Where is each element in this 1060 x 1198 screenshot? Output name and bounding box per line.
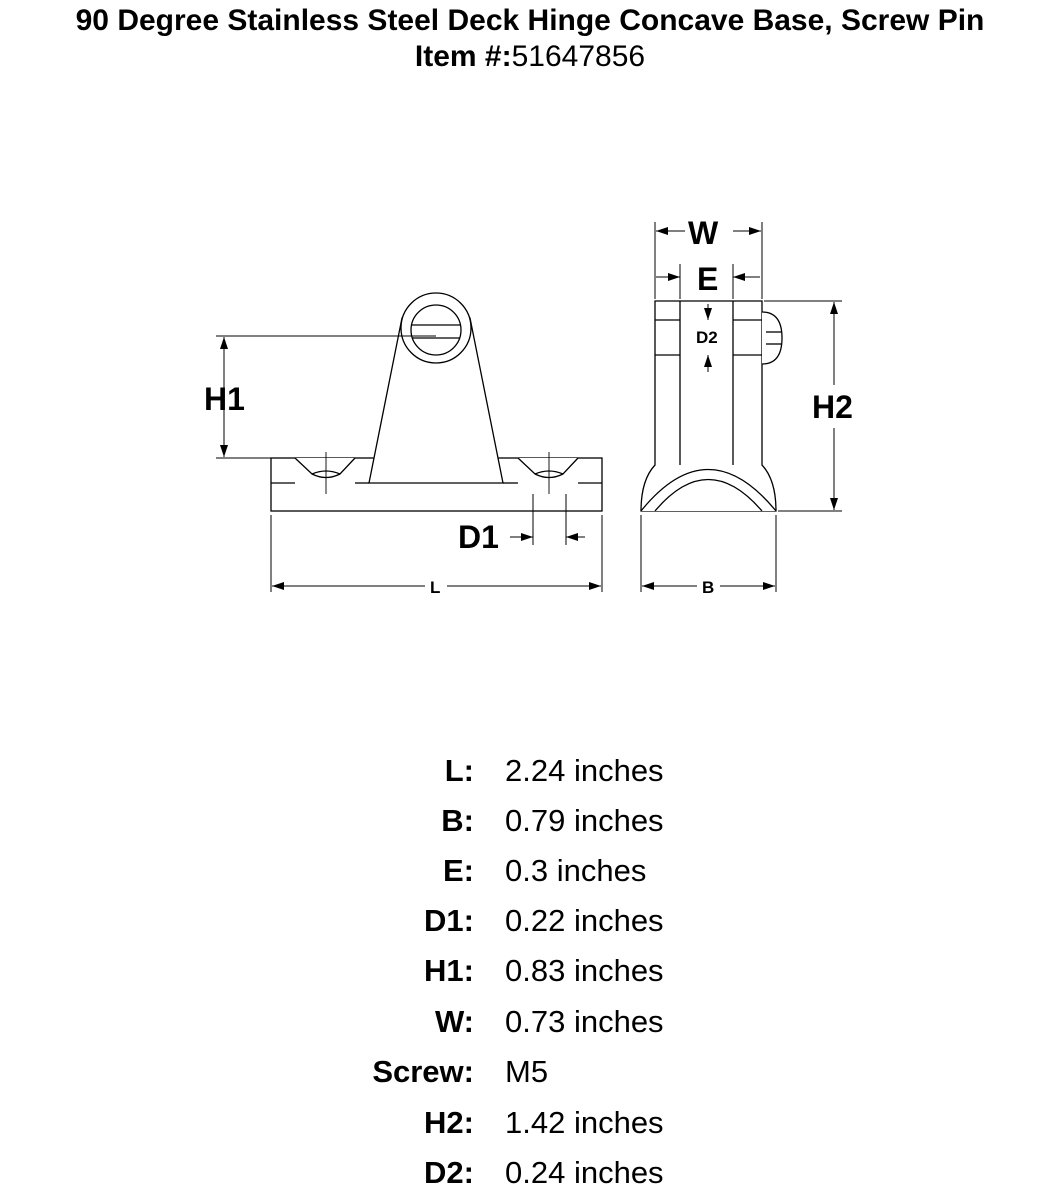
h1-label: H1	[204, 381, 245, 417]
spec-value: 0.22 inches	[505, 903, 664, 938]
spec-value: 0.83 inches	[505, 953, 664, 988]
spec-key: W:	[434, 1004, 474, 1039]
spec-key: D2:	[424, 1155, 474, 1190]
spec-row	[0, 796, 1060, 846]
spec-value: 0.3 inches	[505, 853, 647, 888]
spec-row	[0, 997, 1060, 1047]
item-number-label: Item #:	[414, 40, 512, 73]
d2-label: D2	[696, 328, 718, 347]
product-title: 90 Degree Stainless Steel Deck Hinge Concave Base, Screw Pin	[75, 4, 985, 37]
spec-row	[0, 746, 1060, 796]
spec-value: 2.24 inches	[505, 753, 664, 788]
spec-row	[0, 846, 1060, 896]
d1-label: D1	[458, 519, 499, 555]
l-label: L	[430, 578, 441, 597]
spec-value: 0.24 inches	[505, 1155, 664, 1190]
spec-row	[0, 896, 1060, 946]
spec-key: H2:	[424, 1105, 474, 1140]
spec-key: Screw:	[372, 1054, 474, 1089]
item-number-value: 51647856	[511, 40, 646, 73]
spec-key: E:	[443, 853, 474, 888]
pin-hole	[411, 305, 461, 355]
spec-row	[0, 1047, 1060, 1097]
spec-value: 0.73 inches	[505, 1004, 664, 1039]
b-label: B	[702, 578, 715, 597]
spec-value: 0.79 inches	[505, 803, 664, 838]
front-view	[271, 293, 602, 511]
spec-key: B:	[441, 803, 474, 838]
h2-label: H2	[812, 389, 853, 425]
screw-head	[762, 312, 782, 364]
spec-row	[0, 946, 1060, 996]
spec-value: M5	[505, 1054, 549, 1089]
spec-key: D1:	[424, 903, 474, 938]
spec-row	[0, 1098, 1060, 1148]
spec-key: L:	[444, 753, 474, 788]
spec-key: H1:	[424, 953, 474, 988]
e-label: E	[697, 261, 719, 297]
spec-value: 1.42 inches	[505, 1105, 664, 1140]
spec-row	[0, 1148, 1060, 1198]
w-label: W	[688, 215, 719, 251]
